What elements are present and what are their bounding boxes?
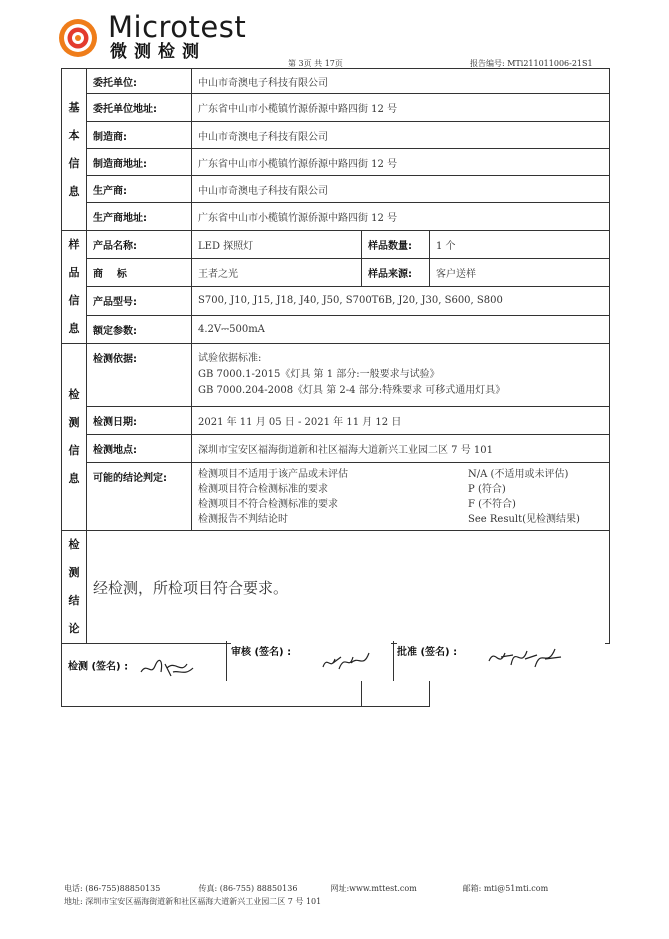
table-row: [62, 231, 610, 259]
test-basis-line: GB 7000.1-2015《灯具 第 1 部分:一般要求与试验》: [198, 369, 440, 380]
test-place-label: 检测地点:: [87, 435, 192, 463]
client-label: 委托单位:: [87, 69, 192, 94]
manufacturer-value: 中山市奇澳电子科技有限公司: [192, 122, 610, 149]
table-row: [62, 315, 610, 343]
reviewer-signature-cell: [231, 641, 391, 681]
producer-address-label: 生产商地址:: [87, 203, 192, 231]
result-code: N/A (不适用或未评估): [468, 468, 569, 480]
client-value: 中山市奇澳电子科技有限公司: [192, 69, 610, 94]
table-row: [62, 69, 610, 94]
table-row: [62, 149, 610, 176]
test-basis-line: GB 7000.204-2008《灯具 第 2-4 部分:特殊要求 可移式通用灯具》: [198, 385, 506, 396]
sample-source-label: 样品来源:: [362, 258, 430, 286]
sample-qty-value: 1 个: [430, 231, 610, 259]
producer-value: 中山市奇澳电子科技有限公司: [192, 176, 610, 203]
table-row: [62, 203, 610, 231]
approver-signature-icon: [485, 641, 565, 673]
page-number: 第 3页 共 17页: [288, 59, 343, 68]
footer-phone: 电话: (86-755)88850135: [64, 884, 161, 893]
test-place-value: 深圳市宝安区福海街道新和社区福海大道新兴工业园二区 7 号 101: [192, 435, 610, 463]
possible-results-value: [192, 463, 610, 531]
section-test-info: 检 测 信 息: [62, 344, 87, 531]
result-desc: 检测项目不适用于该产品或未评估: [198, 468, 348, 480]
table-row: [62, 286, 610, 315]
product-name-label: 产品名称:: [87, 231, 192, 259]
manufacturer-address-label: 制造商地址:: [87, 149, 192, 176]
approver-signature-cell: [397, 641, 605, 681]
result-code: P (符合): [468, 483, 506, 495]
table-row: [62, 344, 610, 407]
microtest-logo-icon: [58, 18, 98, 58]
manufacturer-label: 制造商:: [87, 122, 192, 149]
footer-web: 网址:www.mttest.com: [330, 884, 417, 893]
footer-email: 邮箱: mti@51mti.com: [462, 884, 549, 893]
approver-signature-label: 批准 (签名) :: [397, 647, 458, 658]
result-desc: 检测项目符合检测标准的要求: [198, 483, 328, 495]
test-basis-value: [192, 344, 610, 407]
table-row: [62, 463, 610, 531]
brand-name: Microtest: [108, 10, 247, 44]
rating-value: 4.2V⎓500mA: [192, 315, 610, 343]
test-basis-label: 检测依据:: [87, 344, 192, 407]
trademark-value: 王者之光: [192, 258, 362, 286]
section-basic-info: 基 本 信 息: [62, 69, 87, 231]
footer-fax: 传真: (86-755) 88850136: [198, 884, 298, 893]
brand-name-cn: 微测检测: [110, 42, 206, 62]
model-value: S700, J10, J15, J18, J40, J50, S700T6B, J20, J30, S600, S800: [192, 286, 610, 315]
reviewer-signature-icon: [319, 645, 374, 675]
table-row: [62, 122, 610, 149]
reviewer-signature-label: 审核 (签名) :: [231, 647, 292, 658]
sample-qty-label: 样品数量:: [362, 231, 430, 259]
test-date-label: 检测日期:: [87, 407, 192, 435]
table-row: [62, 176, 610, 203]
result-desc: 检测项目不符合检测标准的要求: [198, 498, 338, 510]
signature-divider: [226, 641, 227, 681]
result-code: See Result(见检测结果): [468, 513, 580, 525]
section-sample-info: 样 品 信 息: [62, 231, 87, 344]
footer-address: 地址: 深圳市宝安区福海街道新和社区福海大道新兴工业园二区 7 号 101: [64, 897, 322, 906]
producer-label: 生产商:: [87, 176, 192, 203]
signature-divider: [393, 641, 394, 681]
test-date-value: 2021 年 11 月 05 日 - 2021 年 11 月 12 日: [192, 407, 610, 435]
product-name-value: LED 探照灯: [192, 231, 362, 259]
rating-label: 额定参数:: [87, 315, 192, 343]
report-number: 报告编号: MTi211011006-21S1: [470, 59, 593, 68]
tester-signature-icon: [137, 654, 197, 680]
producer-address-value: 广东省中山市小榄镇竹源侨源中路四街 12 号: [192, 203, 610, 231]
test-basis-line: 试验依据标准:: [198, 353, 262, 364]
client-address-value: 广东省中山市小榄镇竹源侨源中路四街 12 号: [192, 94, 610, 122]
table-row: [62, 435, 610, 463]
model-label: 产品型号:: [87, 286, 192, 315]
report-info-table: [61, 68, 610, 707]
table-row: [62, 94, 610, 122]
result-desc: 检测报告不判结论时: [198, 513, 288, 525]
table-row: [62, 407, 610, 435]
table-row: [62, 531, 610, 644]
result-code: F (不符合): [468, 498, 516, 510]
footer-contact: [64, 883, 548, 894]
sample-source-value: 客户送样: [430, 258, 610, 286]
tester-signature-label: 检测 (签名) :: [68, 661, 129, 673]
client-address-label: 委托单位地址:: [87, 94, 192, 122]
table-row: [62, 258, 610, 286]
conclusion-text: 经检测，所检项目符合要求。: [87, 531, 610, 644]
section-conclusion: 检 测 结 论: [62, 531, 87, 644]
possible-results-label: 可能的结论判定:: [87, 463, 192, 531]
manufacturer-address-value: 广东省中山市小榄镇竹源侨源中路四街 12 号: [192, 149, 610, 176]
trademark-label: 商 标: [87, 258, 192, 286]
